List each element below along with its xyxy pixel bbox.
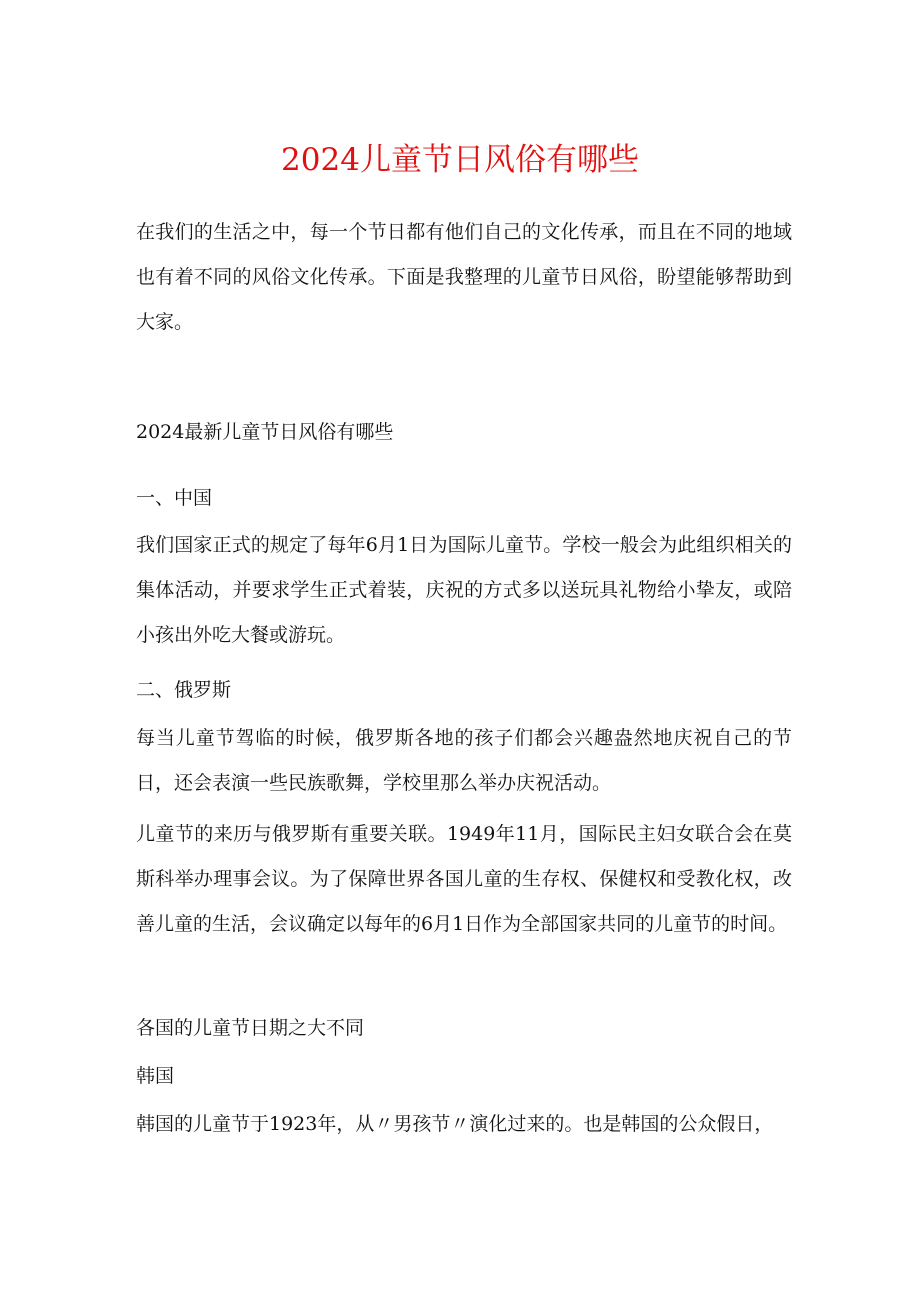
document-title: 2024儿童节日风俗有哪些: [281, 142, 639, 178]
section-china-paragraph: 我们国家正式的规定了每年6月1日为国际儿童节。学校一般会为此组织相关的集体活动，并要求学生正式着装，庆祝的方式多以送玩具礼物给小挚友，或陪小孩出外吃大餐或游玩。: [136, 534, 792, 646]
section-russia-paragraph-2: 儿童节的来历与俄罗斯有重要关联。1949年11月，国际民主妇女联合会在莫斯科举办理事会议。为了保障世界各国儿童的生存权、保健权和受教化权，改善儿童的生活，会议确定以每年的6月1日作为全部国家共同的儿童节的时间。: [136, 823, 792, 935]
korea-heading: 韩国: [136, 1065, 175, 1087]
intro-paragraph: 在我们的生活之中，每一个节日都有他们自己的文化传承，而且在不同的地域也有着不同的风俗文化传承。下面是我整理的儿童节日风俗，盼望能够帮助到大家。: [136, 221, 792, 333]
korea-paragraph: 韩国的儿童节于1923年，从〃男孩节〃演化过来的。也是韩国的公众假日，: [136, 1113, 774, 1135]
section-russia-paragraph-1: 每当儿童节驾临的时候，俄罗斯各地的孩子们都会兴趣盎然地庆祝自己的节日，还会表演一些民族歌舞，学校里那么举办庆祝活动。: [136, 727, 792, 794]
section-russia-heading: 二、俄罗斯: [136, 679, 232, 701]
section-china-heading: 一、中国: [136, 487, 213, 509]
subtitle-heading: 2024最新儿童节日风俗有哪些: [136, 421, 394, 443]
dates-heading: 各国的儿童节日期之大不同: [136, 1017, 365, 1039]
